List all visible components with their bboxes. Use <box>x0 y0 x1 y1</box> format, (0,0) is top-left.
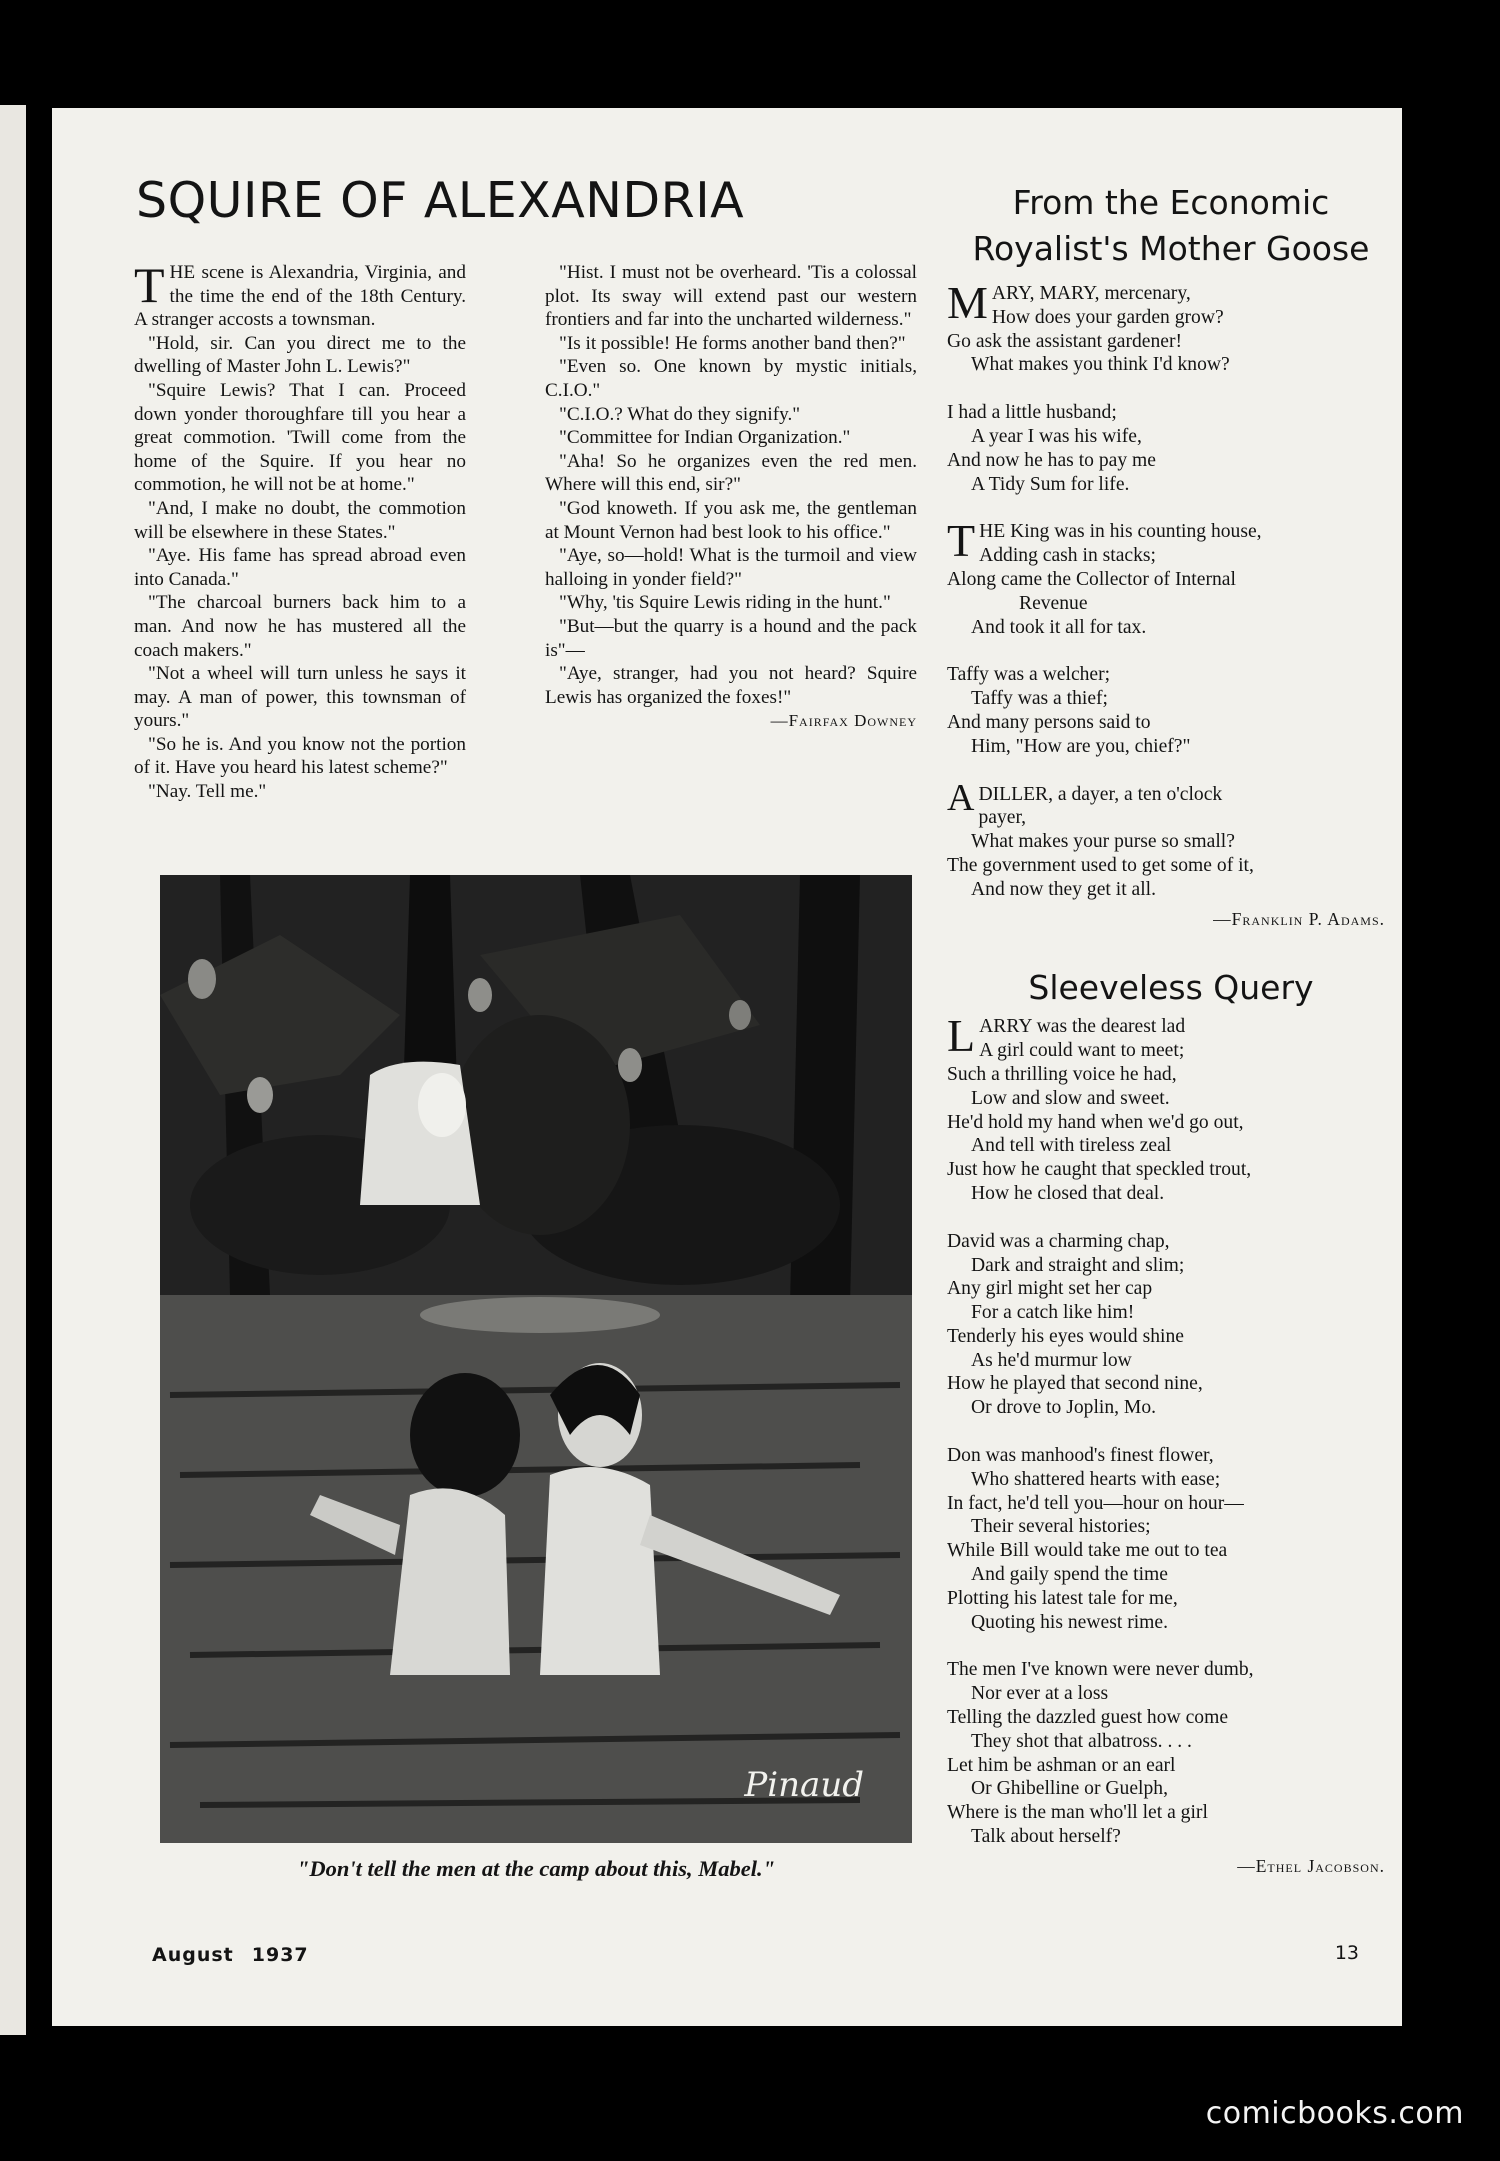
poem-stanza: David was a charming chap, Dark and straight and slim; Any girl might set her cap For a catch like him! Tenderly his eyes would shine As he'd murmur low How he played that second nine, Or drove to Joplin, Mo. <box>947 1230 1203 1419</box>
story-paragraph: "Not a wheel will turn unless he says it may. A man of power, this townsman of yours." <box>134 663 466 732</box>
drop-cap: M <box>947 277 988 328</box>
issue-date: August 1937 <box>152 1944 309 1966</box>
story-byline: —Fairfax Downey <box>770 711 917 731</box>
story-paragraph: "C.I.O.? What do they signify." <box>559 403 801 425</box>
story-paragraph: "Committee for Indian Organization." <box>559 427 851 449</box>
story-paragraph: "Squire Lewis? That I can. Proceed down yonder thoroughfare till you hear a great commotion. 'Twill come from the home of the Squire. If you hear no commotion, he will not be at home." <box>134 379 466 496</box>
poem-stanza: ADILLER, a dayer, a ten o'clock payer, What makes your purse so small? The government used to get some of it, And now they get it all. <box>947 776 1254 900</box>
poem-stanza: Taffy was a welcher; Taffy was a thief; And many persons said to Him, "How are you, chief?" <box>947 664 1191 757</box>
poem-stanza: I had a little husband; A year I was his wife, And now he has to pay me A Tidy Sum for life. <box>947 402 1156 495</box>
story-paragraph: "God knoweth. If you ask me, the gentleman at Mount Vernon had best look to his office." <box>545 497 917 543</box>
page-number: 13 <box>1334 1942 1359 1964</box>
drop-cap: T <box>134 257 165 313</box>
story-paragraph: "And, I make no doubt, the commotion will be elsewhere in these States." <box>134 497 466 543</box>
mother-goose-poem <box>947 277 1395 931</box>
cartoon-illustration <box>160 875 912 1843</box>
story-paragraph: "Hold, sir. Can you direct me to the dwelling of Master John L. Lewis?" <box>134 332 466 378</box>
article-title: SQUIRE OF ALEXANDRIA <box>136 172 745 229</box>
drop-cap: A <box>947 776 975 819</box>
story-paragraph: "But—but the quarry is a hound and the pack is"— <box>545 615 917 661</box>
sleeveless-query-title: Sleeveless Query <box>1028 968 1314 1008</box>
story-paragraph: "Aha! So he organizes even the red men. Where will this end, sir?" <box>545 450 917 496</box>
poem-byline: —Ethel Jacobson. <box>1237 1855 1385 1876</box>
drop-cap: L <box>947 1010 976 1062</box>
story-column-2 <box>545 261 917 731</box>
artist-signature: Pinaud <box>744 1765 864 1805</box>
story-paragraph: THE scene is Alexandria, Virginia, and the time the end of the 18th Century. A stranger accosts a townsman. <box>134 257 466 331</box>
story-paragraph: "Is it possible! He forms another band then?" <box>559 332 906 354</box>
story-paragraph: "So he is. And you know not the portion of it. Have you heard his latest scheme?" <box>134 733 466 779</box>
poem-stanza: Don was manhood's finest flower, Who shattered hearts with ease; In fact, he'd tell you—hour on hour— Their several histories; While Bill would take me out to tea And gaily spend the time Plotting his latest tale for me, Quoting his newest rime. <box>947 1445 1244 1633</box>
sleeveless-query-poem <box>947 1010 1395 1878</box>
drop-cap: T <box>947 515 976 567</box>
story-paragraph: "The charcoal burners back him to a man. And now he has mustered all the coach makers." <box>134 592 466 661</box>
magazine-page <box>52 108 1402 2026</box>
story-paragraph: "Hist. I must not be overheard. 'Tis a colossal plot. Its sway will extend past our western frontiers and far into the uncharted wilderness." <box>545 262 917 331</box>
poem-stanza: L ARRY was the dearest lad A girl could want to meet; Such a thrilling voice he had, Low and slow and sweet. He'd hold my hand when we'd go out, And tell with tireless zeal Just how he caught that speckled trout, How he closed that deal. <box>947 1010 1252 1204</box>
poems-column <box>947 180 1395 1879</box>
story-paragraph: "Aye, stranger, had you not heard? Squire Lewis has organized the foxes!" <box>545 663 917 708</box>
previous-page-edge <box>0 105 26 2035</box>
story-paragraph: "Even so. One known by mystic initials, C.I.O." <box>545 356 917 401</box>
cartoon-caption: "Don't tell the men at the camp about this, Mabel." <box>296 1856 776 1881</box>
story-paragraph: "Nay. Tell me." <box>148 781 267 803</box>
watermark-text: comicbooks.com <box>1205 2096 1464 2131</box>
poem-byline: —Franklin P. Adams. <box>1213 908 1385 929</box>
story-column-1 <box>134 257 466 804</box>
poem-stanza: M ARY, MARY, mercenary, How does your garden grow? Go ask the assistant gardener! What makes you think I'd know? <box>947 277 1230 376</box>
poem-stanza: The men I've known were never dumb, Nor ever at a loss Telling the dazzled guest how come They shot that albatross. . . . Let him be ashman or an earl Or Ghibelline or Guelph, Where is the man who'll let a girl Talk about herself? <box>947 1659 1254 1848</box>
story-paragraph: "Why, 'tis Squire Lewis riding in the hunt." <box>559 592 891 614</box>
mother-goose-title: From the Economic Royalist's Mother Goose <box>972 183 1370 268</box>
cartoon-drawing <box>160 875 912 1843</box>
story-paragraph: "Aye, so—hold! What is the turmoil and view halloing in yonder field?" <box>545 545 917 590</box>
poem-stanza: T HE King was in his counting house, Adding cash in stacks; Along came the Collector of Internal Revenue And took it all for tax. <box>947 515 1262 638</box>
story-paragraph: "Aye. His fame has spread abroad even into Canada." <box>134 545 466 590</box>
